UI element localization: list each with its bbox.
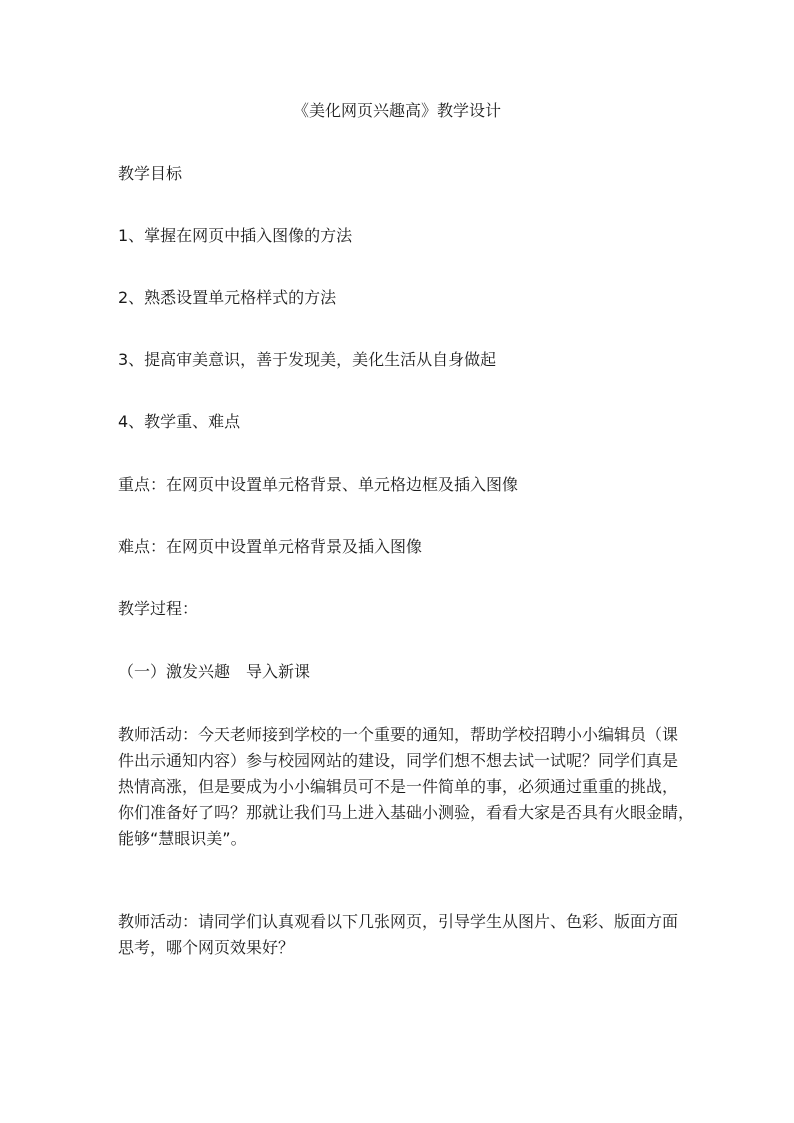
objective-item-3: 3、提高审美意识，善于发现美，美化生活从自身做起: [118, 350, 497, 369]
objectives-heading: 教学目标: [118, 164, 183, 183]
paragraph-line: 件出示通知内容）参与校园网站的建设，同学们想不想去试一试呢？同学们真是: [118, 751, 679, 770]
objective-item-1: 1、掌握在网页中插入图像的方法: [118, 226, 353, 245]
paragraph-line: 能够“慧眼识美”。: [118, 829, 247, 848]
document-title: 《美化网页兴趣高》教学设计: [292, 101, 501, 120]
key-point: 重点：在网页中设置单元格背景、单元格边框及插入图像: [118, 475, 519, 494]
difficult-point: 难点：在网页中设置单元格背景及插入图像: [118, 537, 423, 556]
objective-item-2: 2、熟悉设置单元格样式的方法: [118, 288, 337, 307]
paragraph-line: 教师活动：请同学们认真观看以下几张网页，引导学生从图片、色彩、版面方面: [118, 912, 679, 931]
teacher-activity-1: [118, 722, 695, 852]
paragraph-line: 你们准备好了吗？那就让我们马上进入基础小测验，看看大家是否具有火眼金睛，: [118, 803, 695, 822]
paragraph-line: 思考，哪个网页效果好？: [118, 938, 295, 957]
section-1-heading: （一）激发兴趣 导入新课: [118, 662, 311, 681]
paragraph-line: 热情高涨，但是要成为小小编辑员可不是一件简单的事，必须通过重重的挑战，: [118, 777, 679, 796]
teacher-activity-2: [118, 909, 683, 961]
paragraph-line: 教师活动：今天老师接到学校的一个重要的通知，帮助学校招聘小小编辑员（课: [118, 725, 679, 744]
process-heading: 教学过程：: [118, 599, 199, 618]
objective-item-4: 4、教学重、难点: [118, 412, 241, 431]
